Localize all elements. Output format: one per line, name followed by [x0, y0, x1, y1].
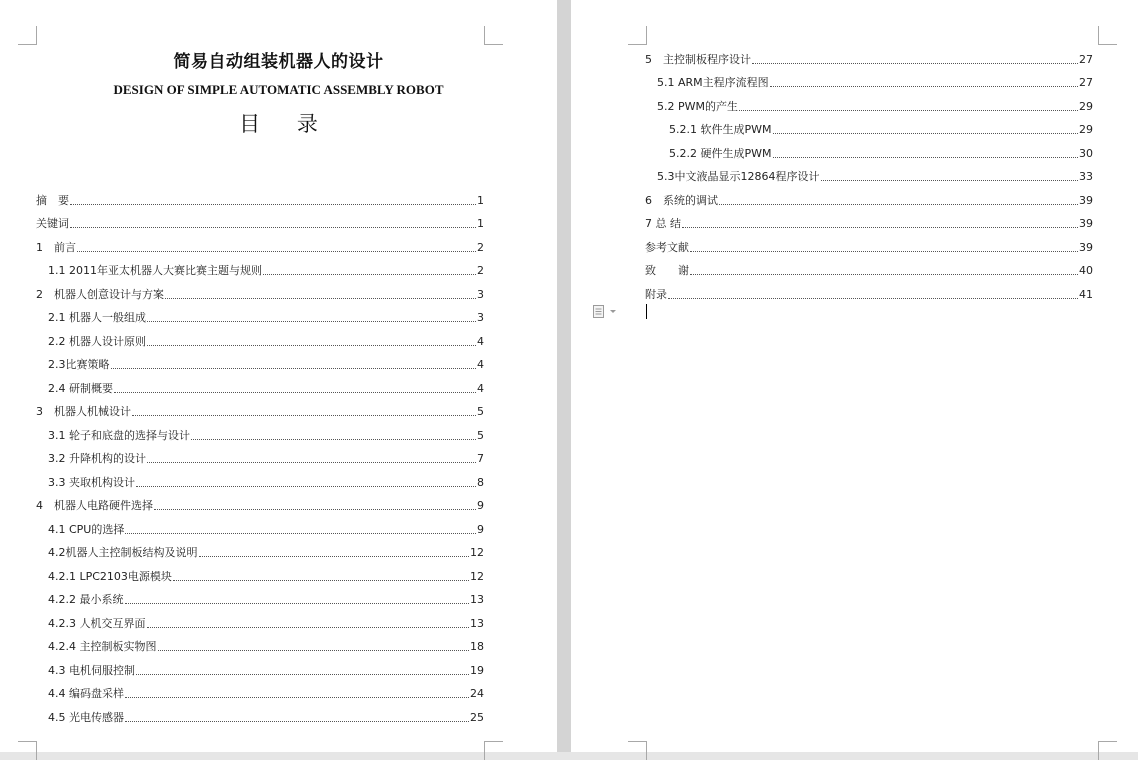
crop-mark: [1098, 741, 1117, 760]
toc-dot-leader: [690, 251, 1078, 252]
toc-entry[interactable]: [36, 584, 484, 608]
toc-entry-title: 附录: [645, 287, 667, 301]
toc-entry-title: 2 机器人创意设计与方案: [36, 287, 164, 301]
toc-dot-leader: [70, 227, 476, 228]
toc-dot-leader: [770, 86, 1078, 87]
toc-entry-page: 1: [477, 193, 484, 207]
toc-dot-leader: [136, 674, 469, 675]
toc-dot-leader: [136, 486, 476, 487]
toc-entry-title: 4.3 电机伺服控制: [48, 663, 135, 677]
toc-entry-title: 3 机器人机械设计: [36, 405, 131, 418]
toc-dot-leader: [191, 439, 476, 440]
toc-dot-leader: [114, 392, 476, 393]
toc-dot-leader: [147, 627, 470, 628]
toc-entry[interactable]: [36, 278, 484, 302]
toc-entry[interactable]: [36, 231, 484, 255]
toc-dot-leader: [773, 133, 1079, 134]
toc-entry-page: 19: [470, 663, 484, 677]
toc-dot-leader: [773, 157, 1079, 158]
toc-entry[interactable]: [36, 443, 484, 467]
toc-entry-title: 致 谢: [645, 264, 689, 277]
toc-entry-title: 2.4 研制概要: [48, 381, 113, 395]
toc-entry[interactable]: [36, 396, 484, 420]
crop-mark: [18, 741, 37, 760]
toc-entry[interactable]: [645, 231, 1093, 255]
toc-entry-page: 29: [1079, 99, 1093, 113]
toc-entry-title: 关键词: [36, 217, 69, 230]
toc-entry-page: 12: [470, 546, 484, 559]
toc-entry-title: 4.2.2 最小系统: [48, 593, 124, 606]
toc-entry-title: 1.1 2011年亚太机器人大赛比赛主题与规则: [48, 264, 262, 277]
toc-entry-title: 4 机器人电路硬件选择: [36, 499, 153, 512]
toc-entry[interactable]: [645, 255, 1093, 279]
toc-entry[interactable]: [36, 607, 484, 631]
toc-entry-title: 5.2 PWM的产生: [657, 99, 738, 113]
table-of-contents-left: [36, 184, 484, 725]
toc-entry[interactable]: [645, 184, 1093, 208]
toc-entry[interactable]: [645, 43, 1093, 67]
crop-mark: [484, 741, 503, 760]
toc-entry-title: 4.1 CPU的选择: [48, 522, 125, 536]
toc-entry-title: 摘 要: [36, 193, 69, 207]
toc-entry[interactable]: [36, 701, 484, 725]
toc-entry-page: 39: [1079, 193, 1093, 207]
toc-dot-leader: [125, 533, 476, 534]
toc-entry-title: 4.2.3 人机交互界面: [48, 616, 146, 630]
toc-entry-page: 4: [477, 358, 484, 371]
toc-entry-title: 5.2.1 软件生成PWM: [669, 123, 772, 136]
toc-entry-page: 25: [470, 710, 484, 724]
toc-entry[interactable]: [36, 654, 484, 678]
toc-dot-leader: [752, 63, 1078, 64]
toc-dot-leader: [77, 251, 476, 252]
toc-entry-page: 7: [477, 452, 484, 465]
toc-entry-page: 30: [1079, 146, 1093, 160]
toc-dot-leader: [173, 580, 469, 581]
toc-entry-page: 27: [1079, 52, 1093, 66]
crop-mark: [484, 26, 503, 45]
toc-entry[interactable]: [36, 372, 484, 396]
document-title-en: DESIGN OF SIMPLE AUTOMATIC ASSEMBLY ROBOT: [113, 82, 444, 97]
toc-entry[interactable]: [645, 90, 1093, 114]
crop-mark: [1098, 26, 1117, 45]
toc-entry[interactable]: [645, 208, 1093, 232]
page-gap: [557, 0, 571, 752]
toc-entry[interactable]: [645, 114, 1093, 138]
toc-entry-title: 5.2.2 硬件生成PWM: [669, 146, 772, 160]
toc-entry-title: 4.2.4 主控制板实物图: [48, 640, 157, 653]
toc-entry-page: 18: [470, 640, 484, 653]
toc-dot-leader: [690, 274, 1078, 275]
toc-entry[interactable]: [36, 419, 484, 443]
toc-entry-title: 2.3比赛策略: [48, 358, 110, 371]
toc-entry-title: 5.1 ARM主程序流程图: [657, 76, 769, 89]
text-cursor: [646, 304, 647, 319]
toc-entry-page: 5: [477, 428, 484, 442]
toc-entry-title: 1 前言: [36, 240, 76, 254]
toc-entry[interactable]: [36, 255, 484, 279]
toc-entry[interactable]: [645, 278, 1093, 302]
toc-entry-title: 4.2.1 LPC2103电源模块: [48, 569, 172, 583]
toc-entry-title: 7 总 结: [645, 217, 681, 230]
toc-entry-page: 40: [1079, 264, 1093, 277]
toc-entry-page: 2: [477, 240, 484, 254]
toc-entry-title: 4.2机器人主控制板结构及说明: [48, 546, 198, 559]
toc-entry[interactable]: [36, 302, 484, 326]
toc-dot-leader: [668, 298, 1078, 299]
toc-entry[interactable]: [36, 560, 484, 584]
crop-mark: [18, 26, 37, 45]
toc-entry[interactable]: [36, 631, 484, 655]
toc-entry-page: 13: [470, 593, 484, 606]
toc-dot-leader: [125, 721, 469, 722]
toc-dot-leader: [125, 697, 469, 698]
toc-entry-page: 4: [477, 381, 484, 395]
toc-dot-leader: [154, 509, 476, 510]
toc-entry-title: 2.2 机器人设计原则: [48, 334, 146, 348]
toc-entry[interactable]: [36, 678, 484, 702]
toc-dot-leader: [125, 603, 470, 604]
toc-heading: 目 录: [239, 112, 318, 136]
toc-entry[interactable]: [645, 67, 1093, 91]
toc-entry-page: 4: [477, 334, 484, 348]
toc-dot-leader: [147, 345, 476, 346]
toc-entry-page: 5: [477, 405, 484, 418]
toc-dot-leader: [199, 556, 470, 557]
toc-entry-page: 39: [1079, 217, 1093, 230]
toc-entry[interactable]: [36, 537, 484, 561]
toc-dot-leader: [132, 415, 476, 416]
toc-entry-page: 12: [470, 569, 484, 583]
toc-entry[interactable]: [36, 490, 484, 514]
toc-entry-page: 9: [477, 499, 484, 512]
toc-dot-leader: [739, 110, 1078, 111]
document-title-cn: 简易自动组装机器人的设计: [173, 52, 384, 72]
toc-entry-title: 5 主控制板程序设计: [645, 52, 751, 66]
toc-entry[interactable]: [645, 161, 1093, 185]
toc-entry[interactable]: [36, 184, 484, 208]
toc-entry-page: 13: [470, 616, 484, 630]
toc-entry-title: 参考文献: [645, 240, 689, 254]
toc-entry-page: 39: [1079, 240, 1093, 254]
toc-dot-leader: [263, 274, 476, 275]
toc-entry[interactable]: [645, 137, 1093, 161]
toc-entry-page: 9: [477, 522, 484, 536]
toc-dot-leader: [111, 368, 477, 369]
toc-entry-title: 3.1 轮子和底盘的选择与设计: [48, 428, 190, 442]
toc-dot-leader: [158, 650, 470, 651]
toc-entry-title: 2.1 机器人一般组成: [48, 311, 146, 324]
toc-dot-leader: [165, 298, 476, 299]
toc-entry-page: 33: [1079, 170, 1093, 183]
toc-entry-title: 3.2 升降机构的设计: [48, 452, 146, 465]
toc-entry-page: 1: [477, 217, 484, 230]
toc-entry[interactable]: [36, 325, 484, 349]
table-of-contents-right: [645, 43, 1093, 302]
toc-dot-leader: [719, 204, 1078, 205]
crop-mark: [628, 741, 647, 760]
toc-entry-title: 4.5 光电传感器: [48, 710, 124, 724]
toc-entry[interactable]: [36, 208, 484, 232]
toc-dot-leader: [147, 321, 476, 322]
toc-entry-page: 41: [1079, 287, 1093, 301]
paste-options-icon[interactable]: [592, 304, 618, 320]
toc-dot-leader: [70, 204, 476, 205]
toc-entry[interactable]: [36, 513, 484, 537]
toc-entry[interactable]: [36, 349, 484, 373]
toc-entry-title: 3.3 夹取机构设计: [48, 475, 135, 489]
toc-dot-leader: [682, 227, 1078, 228]
toc-entry-page: 29: [1079, 123, 1093, 136]
toc-dot-leader: [821, 180, 1079, 181]
toc-entry-title: 5.3中文液晶显示12864程序设计: [657, 170, 820, 183]
toc-entry-title: 4.4 编码盘采样: [48, 687, 124, 700]
toc-entry-page: 27: [1079, 76, 1093, 89]
toc-entry[interactable]: [36, 466, 484, 490]
toc-entry-page: 8: [477, 475, 484, 489]
toc-entry-page: 3: [477, 311, 484, 324]
toc-dot-leader: [147, 462, 476, 463]
toc-entry-page: 2: [477, 264, 484, 277]
toc-entry-page: 3: [477, 287, 484, 301]
toc-entry-title: 6 系统的调试: [645, 193, 718, 207]
toc-entry-page: 24: [470, 687, 484, 700]
